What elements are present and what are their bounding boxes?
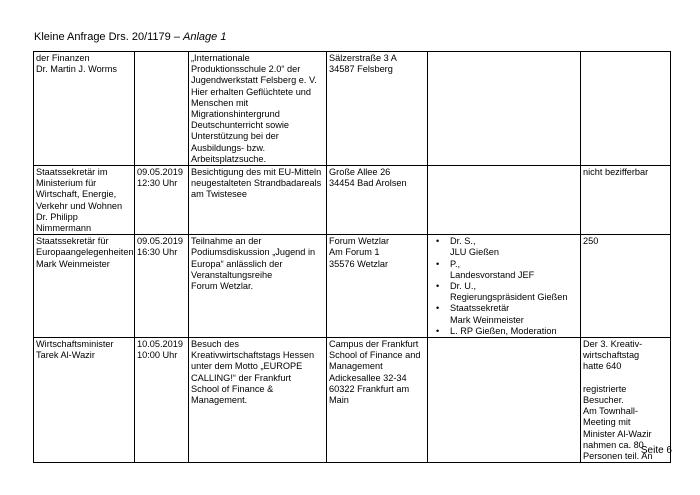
location-line: School of Finance and — [329, 350, 421, 361]
participant-line: • Dr. U., — [450, 281, 477, 292]
attachment-label: Anlage 1 — [183, 31, 227, 43]
cell-count — [581, 338, 671, 463]
list-item — [436, 236, 578, 258]
count-line: 250 — [583, 236, 599, 247]
event-line: Hier erhalten Geflüchtete und — [191, 86, 312, 97]
location-line: Forum Wetzlar — [329, 236, 390, 247]
event-line: Teilnahme an der — [191, 236, 262, 247]
cell-participants — [428, 338, 581, 463]
event-line: Kreativwirtschaftstags Hessen — [191, 350, 315, 361]
cell-location — [327, 166, 428, 235]
cell-person — [34, 235, 135, 338]
list-item — [436, 303, 578, 325]
count-line: nahmen ca. 80 — [583, 439, 644, 450]
count-line: Besucher. — [583, 394, 624, 405]
list-item — [436, 259, 578, 281]
event-line: Veranstaltungsreihe — [191, 269, 273, 280]
count-line: wirtschaftstag — [583, 350, 640, 361]
cell-person — [34, 166, 135, 235]
person-line: Verkehr und Wohnen — [36, 200, 123, 211]
document-reference: Kleine Anfrage Drs. 20/1179 – — [34, 31, 184, 43]
location-line: Große Allee 26 — [329, 167, 391, 178]
date-line: 10.05.2019 — [137, 339, 183, 350]
date-line: 12:30 Uhr — [137, 178, 178, 189]
table-row — [34, 338, 671, 463]
event-line: CALLING!“ der Frankfurt — [191, 372, 292, 383]
cell-event — [189, 338, 327, 463]
cell-location — [327, 338, 428, 463]
cell-participants — [428, 52, 581, 166]
person-line: Staatssekretär für — [36, 236, 109, 247]
location-line: 35576 Wetzlar — [329, 258, 389, 269]
event-line: Deutschunterricht sowie — [191, 120, 290, 131]
cell-event — [189, 52, 327, 166]
location-line: Sälzerstraße 3 A — [329, 53, 397, 63]
person-line: Nimmermann — [36, 223, 92, 234]
event-line: Migrationshintergrund — [191, 109, 280, 120]
count-line: Minister Al-Wazir — [583, 428, 652, 439]
date-line: 16:30 Uhr — [137, 247, 178, 258]
location-line: Main — [329, 395, 349, 406]
location-line: 34454 Bad Arolsen — [329, 178, 407, 189]
event-line: neugestalteten Strandbadareals — [191, 178, 322, 189]
location-line: 60322 Frankfurt am — [329, 383, 410, 394]
person-line: Wirtschaft, Energie, — [36, 189, 117, 200]
cell-date — [135, 235, 189, 338]
event-line: Besichtigung des mit EU-Mitteln — [191, 167, 322, 178]
location-line: 34587 Felsberg — [329, 64, 393, 75]
participant-line: • Staatssekretär — [450, 303, 510, 314]
count-line — [583, 373, 668, 384]
cell-event — [189, 235, 327, 338]
event-line: „Internationale — [191, 53, 250, 63]
table-row — [34, 235, 671, 338]
person-line: Dr. Philipp — [36, 211, 78, 222]
participant-line: JLU Gießen — [450, 247, 500, 258]
location-line: Management — [329, 361, 383, 372]
event-line: Jugendwerkstatt Felsberg e. V. — [191, 75, 317, 86]
date-line: 10:00 Uhr — [137, 350, 178, 361]
event-line: Produktionsschule 2.0“ der — [191, 64, 301, 75]
participant-line: • P., — [450, 258, 461, 269]
event-line: Europa“ anlässlich der — [191, 258, 283, 269]
participant-line: • Dr. S., — [450, 236, 476, 247]
count-line: Meeting mit — [583, 417, 631, 428]
location-line: Am Forum 1 — [329, 247, 380, 258]
event-line: Forum Wetzlar. — [191, 281, 254, 292]
table-row — [34, 52, 671, 166]
cell-count — [581, 52, 671, 166]
event-line: unter dem Motto „EUROPE — [191, 361, 303, 372]
count-line: registrierte — [583, 383, 627, 394]
location-line: Campus der Frankfurt — [329, 339, 419, 350]
person-line: Wirtschaftsminister — [36, 339, 114, 350]
cell-location — [327, 52, 428, 166]
date-line: 09.05.2019 — [137, 236, 183, 247]
event-line: Unterstützung bei der — [191, 131, 279, 142]
count-line: Am Townhall- — [583, 406, 638, 417]
event-line: Menschen mit — [191, 97, 249, 108]
page-number: Seite 6 — [640, 445, 672, 456]
count-line: nicht bezifferbar — [583, 167, 649, 178]
event-line: am Twistesee — [191, 189, 247, 200]
cell-participants — [428, 166, 581, 235]
participant-line: Regierungspräsident Gießen — [450, 292, 568, 303]
location-line: Adickesallee 32-34 — [329, 372, 407, 383]
appointments-table — [33, 51, 671, 463]
cell-date — [135, 166, 189, 235]
event-line: School of Finance & — [191, 383, 274, 394]
cell-count — [581, 166, 671, 235]
cell-person — [34, 338, 135, 463]
count-line: hatte 640 — [583, 361, 622, 372]
table-row — [34, 166, 671, 235]
participant-line: Mark Weinmeister — [450, 314, 524, 325]
event-line: Arbeitsplatzsuche. — [191, 153, 267, 164]
cell-participants — [428, 235, 581, 338]
event-line: Podiumsdiskussion „Jugend in — [191, 247, 316, 258]
person-line: Dr. Martin J. Worms — [36, 64, 117, 75]
participant-line: • L. RP Gießen, Moderation — [450, 325, 557, 336]
person-line: Ministerium für — [36, 178, 97, 189]
participant-line: Landesvorstand JEF — [450, 269, 535, 280]
participants-list — [430, 236, 578, 337]
list-item — [436, 281, 578, 303]
cell-person — [34, 52, 135, 166]
page-header — [34, 31, 226, 44]
event-line: Management. — [191, 395, 248, 406]
cell-location — [327, 235, 428, 338]
cell-event — [189, 166, 327, 235]
cell-date — [135, 338, 189, 463]
list-item — [436, 326, 578, 337]
cell-count — [581, 235, 671, 338]
count-line: Der 3. Kreativ- — [583, 339, 643, 350]
person-line: Europaangelegenheiten — [36, 247, 134, 258]
cell-date — [135, 52, 189, 166]
person-line: Tarek Al-Wazir — [36, 350, 95, 361]
person-line: der Finanzen — [36, 53, 90, 63]
person-line: Mark Weinmeister — [36, 258, 110, 269]
person-line: Staatssekretär im — [36, 167, 108, 178]
count-line: Personen teil. An — [583, 450, 653, 461]
event-line: Besuch des — [191, 339, 240, 350]
date-line: 09.05.2019 — [137, 167, 183, 178]
event-line: Ausbildungs- bzw. — [191, 142, 266, 153]
